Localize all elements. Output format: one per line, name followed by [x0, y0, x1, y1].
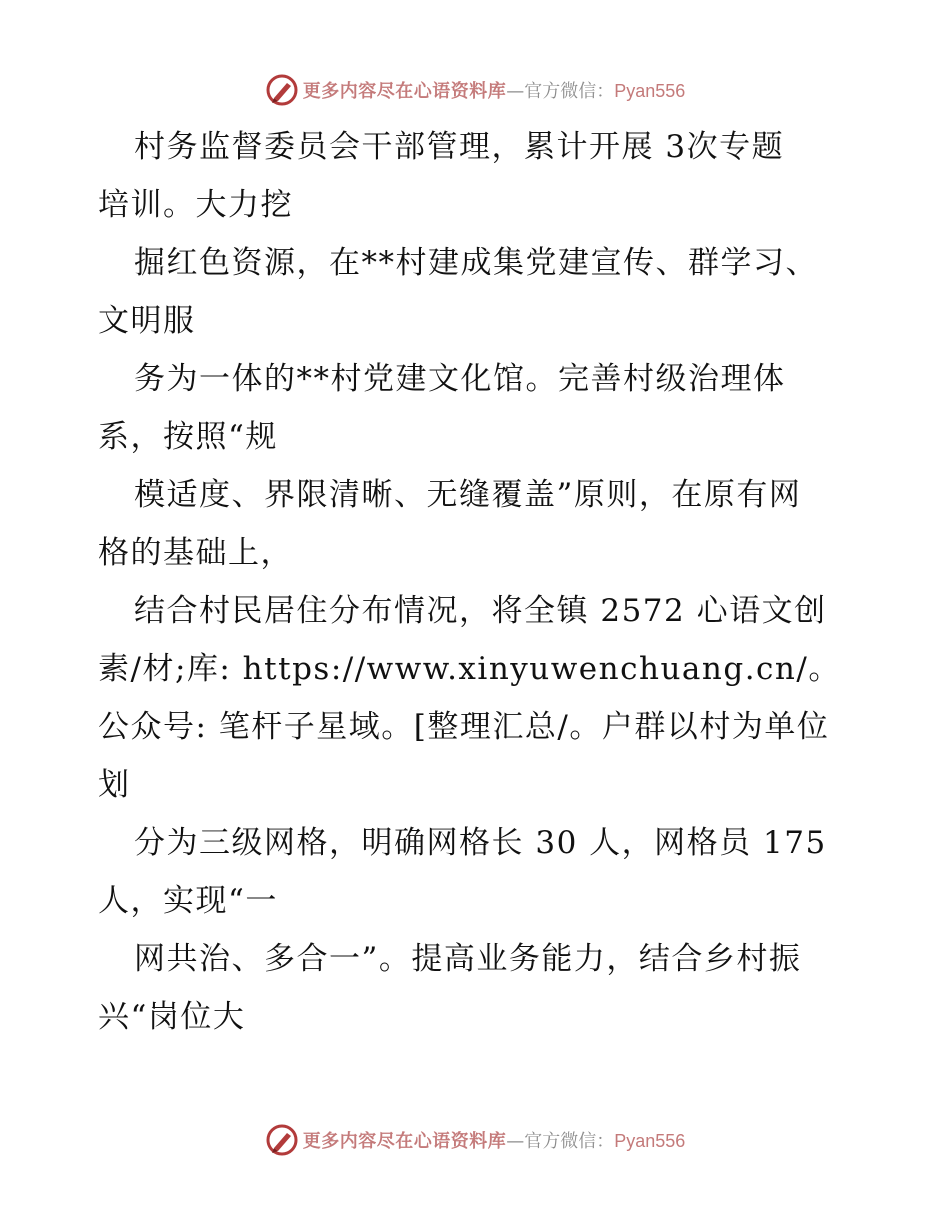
header-banner — [0, 70, 950, 110]
footer-banner — [0, 1120, 950, 1160]
banner-handle-text: Pyan556 — [614, 1131, 686, 1151]
document-body — [98, 118, 858, 1046]
paragraph-2: 掘红色资源，在**村建成集党建宣传、群学习、 文明服 — [98, 245, 818, 339]
paragraph-1: 村务监督委员会干部管理，累计开展 3次专题 培训。大力挖 — [98, 129, 785, 223]
paragraph-3: 务为一体的**村党建文化馆。完善村级治理体 系，按照“规 — [98, 361, 786, 455]
paragraph-4: 模适度、界限清晰、无缝覆盖”原则，在原有网 格的基础上， — [98, 477, 802, 571]
banner-sub-text: —官方微信： — [506, 1131, 615, 1152]
banner-main-text: 更多内容尽在心语资料库 — [302, 81, 507, 102]
paragraph-6: 分为三级网格，明确网格长 30 人，网格员 175 人，实现“一 — [98, 825, 827, 919]
pen-logo-icon — [265, 73, 299, 107]
banner-handle-text: Pyan556 — [614, 81, 686, 101]
paragraph-7: 网共治、多合一”。提高业务能力，结合乡村振 兴“岗位大 — [98, 941, 802, 1035]
pen-logo-icon — [265, 1123, 299, 1157]
banner-main-text: 更多内容尽在心语资料库 — [302, 1131, 507, 1152]
paragraph-5: 结合村民居住分布情况，将全镇 2572 心语文创素/材;库: https://www.xinyuwenchuang.cn/。公众号: 笔杆子星域。[整理汇总/。户群以村为单位 划 — [98, 593, 841, 803]
banner-sub-text: —官方微信： — [506, 81, 615, 102]
